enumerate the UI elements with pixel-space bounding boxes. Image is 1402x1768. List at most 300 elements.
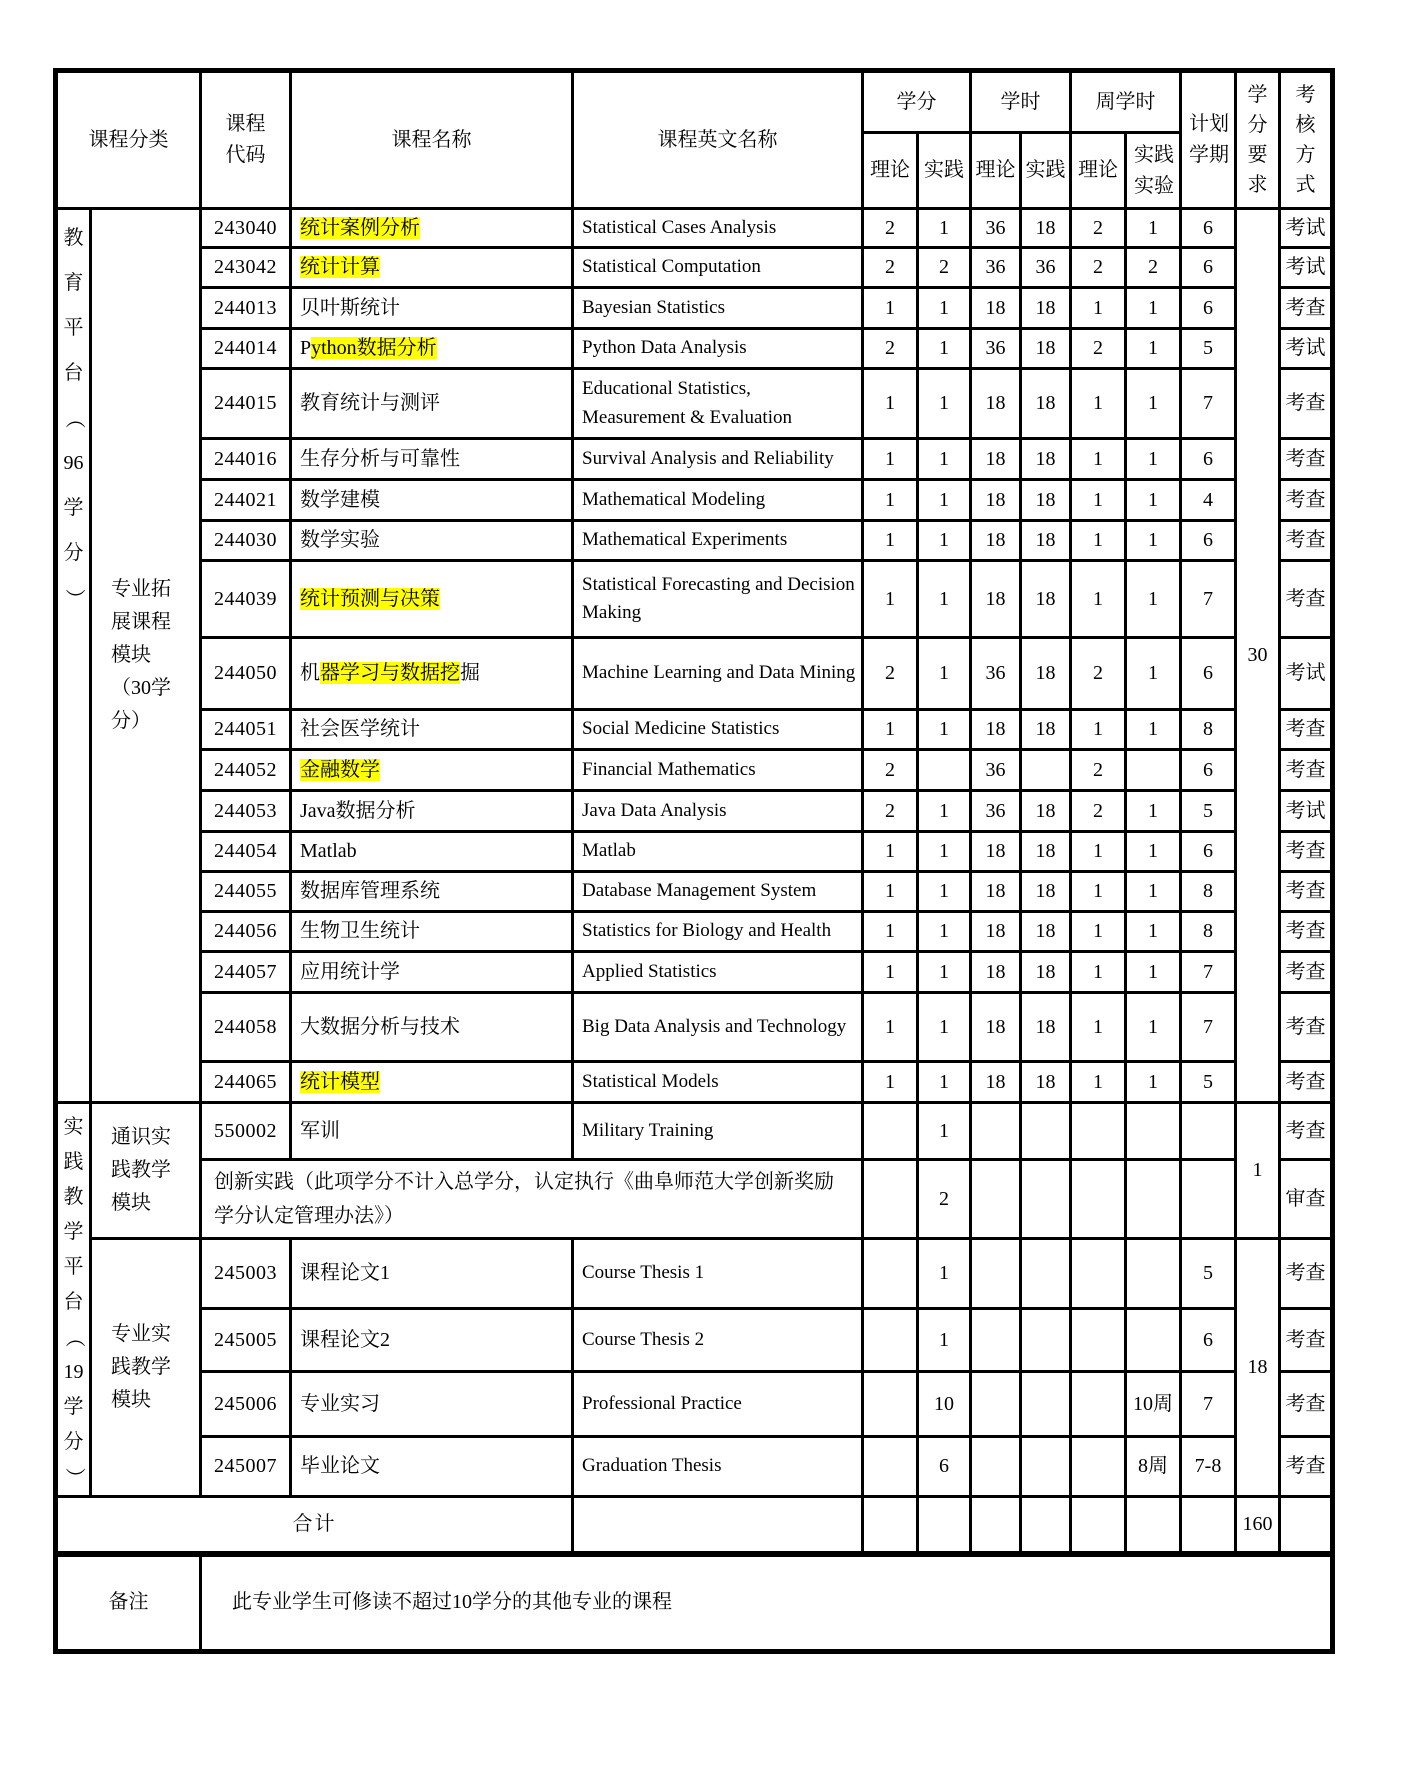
course-code: 244030 bbox=[201, 521, 291, 561]
course-name bbox=[291, 1103, 573, 1160]
hours-theory bbox=[971, 1437, 1021, 1497]
credit-practice: 1 bbox=[918, 993, 971, 1062]
header-semester-label: 计划学期 bbox=[1189, 113, 1229, 166]
hours-practice bbox=[1021, 1160, 1071, 1239]
course-code: 244056 bbox=[201, 912, 291, 952]
header-credit-practice-label: 实践 bbox=[924, 159, 964, 181]
credit-theory: 2 bbox=[863, 638, 918, 710]
hours-theory: 18 bbox=[971, 993, 1021, 1062]
totals-empty-sem bbox=[1181, 1497, 1236, 1554]
course-name-en: Python Data Analysis bbox=[573, 329, 863, 369]
header-hours-theory bbox=[971, 133, 1021, 209]
credit-practice bbox=[918, 750, 971, 791]
platform-vertical-text: 教 育 平 台 （ 96 学 分 ） bbox=[63, 227, 85, 609]
weekly-practice-exp bbox=[1126, 750, 1181, 791]
course-code: 245007 bbox=[201, 1437, 291, 1497]
header-course-name bbox=[291, 71, 573, 209]
hours-practice: 18 bbox=[1021, 1062, 1071, 1103]
totals-empty-wp bbox=[1126, 1497, 1181, 1554]
credit-requirement: 30 bbox=[1236, 209, 1280, 1103]
weekly-practice-exp bbox=[1126, 1309, 1181, 1372]
header-credit-req bbox=[1236, 71, 1280, 209]
header-weekly-theory-label: 理论 bbox=[1078, 159, 1118, 181]
course-row bbox=[56, 1062, 1333, 1103]
course-name-en: Social Medicine Statistics bbox=[573, 710, 863, 750]
planned-semester: 8 bbox=[1181, 710, 1236, 750]
credit-theory: 2 bbox=[863, 750, 918, 791]
hours-theory: 18 bbox=[971, 832, 1021, 872]
header-course-name-en bbox=[573, 71, 863, 209]
course-name bbox=[291, 1437, 573, 1497]
course-name-en: Survival Analysis and Reliability bbox=[573, 439, 863, 480]
course-name bbox=[291, 1239, 573, 1309]
course-code: 245003 bbox=[201, 1239, 291, 1309]
course-name-text: 数学实验 bbox=[300, 529, 380, 551]
course-table-body bbox=[56, 209, 1333, 1497]
assessment-method: 考试 bbox=[1280, 329, 1333, 369]
course-name-en: Statistical Forecasting and Decision Making bbox=[573, 561, 863, 638]
course-name-en: Statistical Models bbox=[573, 1062, 863, 1103]
course-code: 244015 bbox=[201, 369, 291, 439]
weekly-theory bbox=[1071, 1309, 1126, 1372]
course-name-en: Course Thesis 2 bbox=[573, 1309, 863, 1372]
totals-empty-wt bbox=[1071, 1497, 1126, 1554]
assessment-method: 考查 bbox=[1280, 952, 1333, 993]
weekly-practice-exp: 1 bbox=[1126, 369, 1181, 439]
header-assessment-label: 考核方式 bbox=[1295, 84, 1316, 196]
hours-theory: 36 bbox=[971, 750, 1021, 791]
weekly-practice-exp: 10周 bbox=[1126, 1372, 1181, 1437]
weekly-practice-exp: 2 bbox=[1126, 248, 1181, 288]
hours-theory bbox=[971, 1103, 1021, 1160]
course-name-en: Professional Practice bbox=[573, 1372, 863, 1437]
weekly-practice-exp: 1 bbox=[1126, 993, 1181, 1062]
course-name-text: 应用统计学 bbox=[300, 960, 400, 983]
header-assessment bbox=[1280, 71, 1333, 209]
credit-requirement: 1 bbox=[1236, 1103, 1280, 1239]
header-course-name-label: 课程名称 bbox=[391, 128, 472, 151]
hours-practice: 18 bbox=[1021, 832, 1071, 872]
course-name-text: 专业实习 bbox=[300, 1392, 380, 1415]
totals-empty-ct bbox=[863, 1497, 918, 1554]
weekly-practice-exp: 1 bbox=[1126, 952, 1181, 993]
course-name-text: 生物卫生统计 bbox=[300, 920, 420, 942]
planned-semester: 8 bbox=[1181, 872, 1236, 912]
course-row bbox=[56, 1239, 1333, 1309]
header-weekly-practice-exp bbox=[1126, 133, 1181, 209]
curriculum-table bbox=[53, 68, 1335, 1654]
course-name-en: Financial Mathematics bbox=[573, 750, 863, 791]
course-name bbox=[291, 710, 573, 750]
credit-practice: 1 bbox=[918, 638, 971, 710]
credit-practice: 1 bbox=[918, 952, 971, 993]
course-row bbox=[56, 1160, 1333, 1239]
header-hours-practice bbox=[1021, 133, 1071, 209]
assessment-method: 考查 bbox=[1280, 1372, 1333, 1437]
platform-label bbox=[56, 209, 91, 1103]
course-name-text: 教育统计与测评 bbox=[300, 392, 440, 414]
course-name-text: 数据库管理系统 bbox=[300, 880, 440, 902]
weekly-practice-exp: 1 bbox=[1126, 1062, 1181, 1103]
planned-semester: 5 bbox=[1181, 1239, 1236, 1309]
assessment-method: 考试 bbox=[1280, 791, 1333, 832]
course-name bbox=[291, 248, 573, 288]
header-code bbox=[201, 71, 291, 209]
course-name bbox=[291, 1309, 573, 1372]
credit-practice: 2 bbox=[918, 1160, 971, 1239]
credit-practice: 1 bbox=[918, 1309, 971, 1372]
hours-theory: 36 bbox=[971, 638, 1021, 710]
assessment-method: 考查 bbox=[1280, 832, 1333, 872]
weekly-theory bbox=[1071, 1437, 1126, 1497]
weekly-theory: 1 bbox=[1071, 952, 1126, 993]
weekly-practice-exp: 8周 bbox=[1126, 1437, 1181, 1497]
assessment-method: 考查 bbox=[1280, 993, 1333, 1062]
hours-practice: 18 bbox=[1021, 561, 1071, 638]
assessment-method: 考查 bbox=[1280, 1437, 1333, 1497]
hours-theory: 36 bbox=[971, 248, 1021, 288]
course-code: 244014 bbox=[201, 329, 291, 369]
hours-theory: 18 bbox=[971, 952, 1021, 993]
header-hours-theory-label: 理论 bbox=[975, 159, 1016, 181]
course-note: 创新实践（此项学分不计入总学分，认定执行《曲阜师范大学创新奖励学分认定管理办法》） bbox=[201, 1160, 863, 1239]
course-name bbox=[291, 521, 573, 561]
course-name bbox=[291, 638, 573, 710]
course-name bbox=[291, 1062, 573, 1103]
course-name bbox=[291, 872, 573, 912]
hours-practice: 18 bbox=[1021, 521, 1071, 561]
course-name-text: 大数据分析与技术 bbox=[300, 1015, 460, 1038]
planned-semester: 7 bbox=[1181, 369, 1236, 439]
header-credit-group bbox=[863, 71, 971, 133]
weekly-theory: 2 bbox=[1071, 209, 1126, 248]
weekly-practice-exp bbox=[1126, 1239, 1181, 1309]
credit-practice: 1 bbox=[918, 480, 971, 521]
planned-semester: 7 bbox=[1181, 561, 1236, 638]
assessment-method: 考查 bbox=[1280, 1309, 1333, 1372]
platform-vertical-text: 实 践 教 学 平 台 （ 19 学 分 ） bbox=[63, 1116, 85, 1488]
weekly-practice-exp: 1 bbox=[1126, 329, 1181, 369]
header-hours-practice-label: 实践 bbox=[1025, 159, 1066, 181]
course-code: 244050 bbox=[201, 638, 291, 710]
course-name-text: 课程论文2 bbox=[300, 1328, 390, 1351]
credit-practice: 6 bbox=[918, 1437, 971, 1497]
header-weekly-practice-exp-label: 实践实验 bbox=[1134, 143, 1174, 197]
course-name-text: P bbox=[300, 337, 312, 359]
assessment-method: 考查 bbox=[1280, 561, 1333, 638]
planned-semester: 6 bbox=[1181, 288, 1236, 329]
course-name-en: Applied Statistics bbox=[573, 952, 863, 993]
weekly-theory: 1 bbox=[1071, 439, 1126, 480]
hours-theory bbox=[971, 1309, 1021, 1372]
course-row bbox=[56, 561, 1333, 638]
credit-theory: 1 bbox=[863, 369, 918, 439]
credit-practice: 1 bbox=[918, 832, 971, 872]
table-header bbox=[56, 71, 1333, 209]
credit-theory: 1 bbox=[863, 439, 918, 480]
course-row bbox=[56, 1372, 1333, 1437]
weekly-practice-exp: 1 bbox=[1126, 209, 1181, 248]
credit-practice: 1 bbox=[918, 872, 971, 912]
hours-practice: 18 bbox=[1021, 209, 1071, 248]
credit-practice: 1 bbox=[918, 288, 971, 329]
hours-theory: 18 bbox=[971, 710, 1021, 750]
hours-practice: 18 bbox=[1021, 288, 1071, 329]
weekly-theory bbox=[1071, 1103, 1126, 1160]
course-code: 244052 bbox=[201, 750, 291, 791]
credit-theory: 1 bbox=[863, 561, 918, 638]
weekly-theory: 1 bbox=[1071, 369, 1126, 439]
header-credit-group-label: 学分 bbox=[896, 90, 937, 113]
weekly-practice-exp: 1 bbox=[1126, 439, 1181, 480]
credit-theory: 1 bbox=[863, 832, 918, 872]
weekly-theory: 2 bbox=[1071, 791, 1126, 832]
hours-theory: 18 bbox=[971, 369, 1021, 439]
highlighted-course-name: 金融数学 bbox=[300, 758, 380, 781]
credit-practice: 1 bbox=[918, 912, 971, 952]
course-code: 244021 bbox=[201, 480, 291, 521]
course-row bbox=[56, 952, 1333, 993]
weekly-practice-exp: 1 bbox=[1126, 912, 1181, 952]
module-label-text: 专业拓展课程模块（30学分） bbox=[111, 578, 171, 732]
hours-practice: 18 bbox=[1021, 952, 1071, 993]
course-code: 245006 bbox=[201, 1372, 291, 1437]
course-name bbox=[291, 329, 573, 369]
hours-practice: 18 bbox=[1021, 329, 1071, 369]
course-code: 244054 bbox=[201, 832, 291, 872]
hours-theory bbox=[971, 1239, 1021, 1309]
module-label bbox=[91, 209, 201, 1103]
hours-practice bbox=[1021, 1309, 1071, 1372]
header-weekly-group-label: 周学时 bbox=[1095, 90, 1156, 113]
course-name-en: Educational Statistics, Measurement & Evaluation bbox=[573, 369, 863, 439]
credit-theory: 1 bbox=[863, 993, 918, 1062]
hours-practice bbox=[1021, 1437, 1071, 1497]
course-name-text: 社会医学统计 bbox=[300, 718, 420, 740]
remark-row bbox=[56, 1554, 1333, 1652]
weekly-practice-exp: 1 bbox=[1126, 791, 1181, 832]
assessment-method: 考查 bbox=[1280, 1062, 1333, 1103]
totals-empty-ht bbox=[971, 1497, 1021, 1554]
highlighted-course-name: 统计模型 bbox=[300, 1070, 380, 1093]
hours-theory: 18 bbox=[971, 912, 1021, 952]
course-row bbox=[56, 439, 1333, 480]
course-name-en: Machine Learning and Data Mining bbox=[573, 638, 863, 710]
assessment-method: 考查 bbox=[1280, 439, 1333, 480]
course-name-en: Military Training bbox=[573, 1103, 863, 1160]
course-name bbox=[291, 952, 573, 993]
highlighted-course-name: 统计案例分析 bbox=[300, 216, 420, 239]
planned-semester: 6 bbox=[1181, 832, 1236, 872]
credit-practice: 1 bbox=[918, 329, 971, 369]
header-hours-group-label: 学时 bbox=[1000, 90, 1041, 113]
credit-theory bbox=[863, 1160, 918, 1239]
course-code: 243042 bbox=[201, 248, 291, 288]
credit-practice: 10 bbox=[918, 1372, 971, 1437]
course-row bbox=[56, 832, 1333, 872]
header-row-groups bbox=[56, 71, 1333, 133]
planned-semester: 6 bbox=[1181, 521, 1236, 561]
course-code: 244013 bbox=[201, 288, 291, 329]
hours-practice: 18 bbox=[1021, 791, 1071, 832]
planned-semester: 4 bbox=[1181, 480, 1236, 521]
credit-practice: 1 bbox=[918, 1062, 971, 1103]
hours-theory: 36 bbox=[971, 791, 1021, 832]
assessment-method: 考查 bbox=[1280, 912, 1333, 952]
course-row bbox=[56, 288, 1333, 329]
course-name-en: Graduation Thesis bbox=[573, 1437, 863, 1497]
assessment-method: 考查 bbox=[1280, 1239, 1333, 1309]
assessment-method: 考试 bbox=[1280, 209, 1333, 248]
highlighted-course-name: 统计预测与决策 bbox=[300, 587, 440, 610]
course-row bbox=[56, 369, 1333, 439]
planned-semester: 5 bbox=[1181, 791, 1236, 832]
planned-semester: 5 bbox=[1181, 1062, 1236, 1103]
credit-theory: 2 bbox=[863, 329, 918, 369]
credit-theory bbox=[863, 1372, 918, 1437]
weekly-theory: 1 bbox=[1071, 832, 1126, 872]
course-name-text: 数学建模 bbox=[300, 488, 380, 511]
header-weekly-theory bbox=[1071, 133, 1126, 209]
course-name-en: Matlab bbox=[573, 832, 863, 872]
header-credit-practice bbox=[918, 133, 971, 209]
header-weekly-group bbox=[1071, 71, 1181, 133]
header-category bbox=[56, 71, 201, 209]
weekly-theory: 1 bbox=[1071, 993, 1126, 1062]
module-label bbox=[91, 1103, 201, 1239]
course-name bbox=[291, 1372, 573, 1437]
credit-practice: 1 bbox=[918, 209, 971, 248]
weekly-theory bbox=[1071, 1239, 1126, 1309]
credit-practice: 1 bbox=[918, 710, 971, 750]
course-code: 244016 bbox=[201, 439, 291, 480]
course-name-text: 贝叶斯统计 bbox=[300, 296, 400, 319]
course-name-text: 生存分析与可靠性 bbox=[300, 447, 460, 470]
hours-theory: 18 bbox=[971, 439, 1021, 480]
credit-practice: 1 bbox=[918, 561, 971, 638]
course-code: 244057 bbox=[201, 952, 291, 993]
planned-semester: 6 bbox=[1181, 750, 1236, 791]
remark-label: 备注 bbox=[56, 1554, 201, 1652]
hours-theory bbox=[971, 1160, 1021, 1239]
weekly-practice-exp: 1 bbox=[1126, 480, 1181, 521]
hours-practice: 18 bbox=[1021, 439, 1071, 480]
planned-semester: 7 bbox=[1181, 952, 1236, 993]
weekly-practice-exp: 1 bbox=[1126, 521, 1181, 561]
module-label bbox=[91, 1239, 201, 1497]
weekly-theory: 1 bbox=[1071, 521, 1126, 561]
assessment-method: 考试 bbox=[1280, 248, 1333, 288]
weekly-theory: 2 bbox=[1071, 329, 1126, 369]
course-row bbox=[56, 912, 1333, 952]
credit-practice: 2 bbox=[918, 248, 971, 288]
module-label-text: 通识实践教学模块 bbox=[111, 1126, 171, 1214]
course-row bbox=[56, 248, 1333, 288]
header-hours-group bbox=[971, 71, 1071, 133]
course-name bbox=[291, 439, 573, 480]
planned-semester: 6 bbox=[1181, 439, 1236, 480]
assessment-method: 考查 bbox=[1280, 369, 1333, 439]
weekly-theory: 1 bbox=[1071, 561, 1126, 638]
course-name-en: Bayesian Statistics bbox=[573, 288, 863, 329]
hours-practice: 18 bbox=[1021, 912, 1071, 952]
planned-semester: 5 bbox=[1181, 329, 1236, 369]
credit-theory: 2 bbox=[863, 209, 918, 248]
weekly-theory bbox=[1071, 1372, 1126, 1437]
weekly-theory: 1 bbox=[1071, 1062, 1126, 1103]
weekly-theory: 2 bbox=[1071, 248, 1126, 288]
course-row bbox=[56, 521, 1333, 561]
credit-theory: 2 bbox=[863, 791, 918, 832]
course-row bbox=[56, 1309, 1333, 1372]
hours-practice bbox=[1021, 750, 1071, 791]
hours-theory: 18 bbox=[971, 521, 1021, 561]
remark-text: 此专业学生可修读不超过10学分的其他专业的课程 bbox=[201, 1554, 1333, 1652]
planned-semester: 7-8 bbox=[1181, 1437, 1236, 1497]
hours-practice bbox=[1021, 1239, 1071, 1309]
assessment-method: 考查 bbox=[1280, 1103, 1333, 1160]
assessment-method: 考查 bbox=[1280, 288, 1333, 329]
hours-theory: 18 bbox=[971, 1062, 1021, 1103]
hours-theory: 18 bbox=[971, 288, 1021, 329]
course-name bbox=[291, 750, 573, 791]
assessment-method: 考试 bbox=[1280, 638, 1333, 710]
credit-theory: 1 bbox=[863, 710, 918, 750]
course-name-en: Big Data Analysis and Technology bbox=[573, 993, 863, 1062]
course-code: 244039 bbox=[201, 561, 291, 638]
course-row bbox=[56, 209, 1333, 248]
header-credit-req-label: 学分要求 bbox=[1247, 84, 1268, 196]
course-code: 244051 bbox=[201, 710, 291, 750]
credit-practice: 1 bbox=[918, 1239, 971, 1309]
course-name bbox=[291, 791, 573, 832]
credit-theory: 1 bbox=[863, 912, 918, 952]
hours-practice: 18 bbox=[1021, 710, 1071, 750]
course-row bbox=[56, 993, 1333, 1062]
course-row bbox=[56, 638, 1333, 710]
credit-theory: 2 bbox=[863, 248, 918, 288]
course-name-en: Statistics for Biology and Health bbox=[573, 912, 863, 952]
totals-row bbox=[56, 1497, 1333, 1554]
assessment-method: 考查 bbox=[1280, 521, 1333, 561]
course-name-en: Database Management System bbox=[573, 872, 863, 912]
credit-theory: 1 bbox=[863, 288, 918, 329]
weekly-practice-exp: 1 bbox=[1126, 832, 1181, 872]
hours-practice bbox=[1021, 1372, 1071, 1437]
course-row bbox=[56, 791, 1333, 832]
course-code: 245005 bbox=[201, 1309, 291, 1372]
planned-semester: 6 bbox=[1181, 209, 1236, 248]
planned-semester: 6 bbox=[1181, 1309, 1236, 1372]
totals-empty-hp bbox=[1021, 1497, 1071, 1554]
weekly-theory bbox=[1071, 1160, 1126, 1239]
planned-semester: 7 bbox=[1181, 993, 1236, 1062]
course-name-text: 掘 bbox=[460, 662, 480, 684]
course-name-text: Java数据分析 bbox=[300, 799, 416, 822]
header-code-label: 课程代码 bbox=[225, 113, 266, 166]
hours-theory bbox=[971, 1372, 1021, 1437]
course-code: 244058 bbox=[201, 993, 291, 1062]
credit-theory: 1 bbox=[863, 480, 918, 521]
hours-theory: 18 bbox=[971, 872, 1021, 912]
table-footer bbox=[56, 1497, 1333, 1652]
course-name bbox=[291, 993, 573, 1062]
course-name bbox=[291, 561, 573, 638]
course-name-text: 课程论文1 bbox=[300, 1262, 390, 1284]
planned-semester: 6 bbox=[1181, 248, 1236, 288]
credit-theory bbox=[863, 1103, 918, 1160]
weekly-practice-exp: 1 bbox=[1126, 638, 1181, 710]
